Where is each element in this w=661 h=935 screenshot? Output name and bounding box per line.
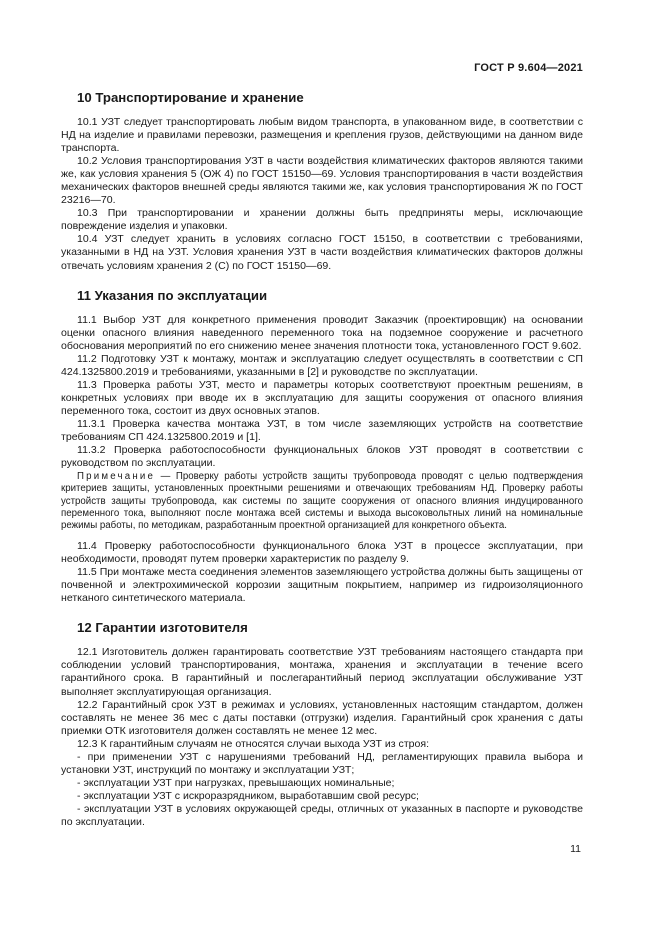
- list-item: - при применении УЗТ с нарушениями требований НД, регламентирующих правила выбора и установки УЗТ, инструкций по монтажу и эксплуатации УЗТ;: [61, 750, 583, 776]
- paragraph-10-1: 10.1 УЗТ следует транспортировать любым видом транспорта, в упакованном виде, в соответствии с НД на изделие и правилами перевозки, размещения и крепления грузов, действующими на данном виде транспорта.: [61, 116, 583, 155]
- paragraph-10-4: 10.4 УЗТ следует хранить в условиях согласно ГОСТ 15150, в соответствии с требованиями, указанными в НД на УЗТ. Условия хранения УЗТ в части воздействия климатических факторов должны отвечать условиям хранения 2 (С) по ГОСТ 15150—69.: [61, 233, 583, 272]
- section-10-heading: 10 Транспортирование и хранение: [77, 90, 304, 105]
- section-11-heading: 11 Указания по эксплуатации: [77, 287, 268, 303]
- paragraph-11-5: 11.5 При монтаже места соединения элементов заземляющего устройства должны быть защищены от почвенной и электрохимической коррозии защитным покрытием, например из гидроизоляционного нетканого синтетического материала.: [61, 566, 583, 605]
- document-body: [61, 90, 583, 829]
- paragraph-11-4: 11.4 Проверку работоспособности функционального блока УЗТ в процессе эксплуатации, при необходимости, проводят путем проверки характеристик по разделу 9.: [61, 540, 583, 566]
- paragraph-11-3: 11.3 Проверка работы УЗТ, место и параметры которых соответствуют проектным решениям, в конкретных условиях при вводе их в эксплуатацию для защиты сооружения от опасного влияния переменного тока, состоит из двух основных этапов.: [61, 378, 583, 417]
- paragraph-10-2: 10.2 Условия транспортирования УЗТ в части воздействия климатических факторов являются такими же, как условия хранения 5 (ОЖ 4) по ГОСТ 15150—69. Условия транспортирования в части воздействия механических факторов внешней среды являются такими же, как условия транспортирования Ж по ГОСТ 23216—70.: [61, 155, 583, 207]
- paragraph-12-2: 12.2 Гарантийный срок УЗТ в режимах и условиях, установленных настоящим стандартом, должен составлять не менее 36 мес с даты поставки (отгрузки) изделия. Гарантийный срок хранения с даты приемки ОТК изготовителя должен составлять не менее 12 мес.: [61, 698, 583, 737]
- section-12-heading: 12 Гарантии изготовителя: [77, 620, 248, 636]
- paragraph-12-3: 12.3 К гарантийным случаям не относятся случаи выхода УЗТ из строя:: [77, 737, 430, 750]
- note: [61, 471, 583, 532]
- list-item: - эксплуатации УЗТ с искроразрядником, выработавшим свой ресурс;: [77, 789, 419, 802]
- paragraph-11-1: 11.1 Выбор УЗТ для конкретного применения проводит Заказчик (проектировщик) на основании оценки опасного влияния наведенного переменного тока на подземное сооружение и расчетного обоснования мероприятий по его снижению менее значения плотности тока, установленного ГОСТ 9.602.: [61, 313, 583, 352]
- note-label: Примечание: [77, 471, 156, 483]
- document-code: ГОСТ Р 9.604—2021: [474, 62, 583, 74]
- list-item: - эксплуатации УЗТ в условиях окружающей среды, отличных от указанных в паспорте и руководстве по эксплуатации.: [61, 802, 583, 828]
- page-number: 11: [570, 843, 581, 855]
- list-item: - эксплуатации УЗТ при нагрузках, превышающих номинальные;: [77, 776, 395, 789]
- note-text: — Проверку работы устройств защиты трубопровода проводят с целью подтверждения критериев защиты, установленных проектными решениями и отвечающих требованиям НД. Проверку работы устройств защиты трубопровода, как системы по защите сооружения от опасного влияния индуцированного переменного тока, выполняют после монтажа всей системы и выхода высоковольтных линий на номинальные режимы работы, по методикам, разработанным проектной организацией для конкретного объекта.: [61, 471, 583, 531]
- paragraph-11-2: 11.2 Подготовку УЗТ к монтажу, монтаж и эксплуатацию следует осуществлять в соответствии с СП 424.1325800.2019 и требованиями, указанными в [2] и руководстве по эксплуатации.: [61, 352, 583, 378]
- paragraph-10-3: 10.3 При транспортировании и хранении должны быть предприняты меры, исключающие повреждение изделия и упаковки.: [61, 207, 583, 233]
- paragraph-12-1: 12.1 Изготовитель должен гарантировать соответствие УЗТ требованиям настоящего стандарта при соблюдении условий транспортирования, монтажа, хранения и эксплуатации в течение всего гарантийного срока. В гарантийный и послегарантийный период эксплуатации обслуживание УЗТ выполняет эксплуатирующая организация.: [61, 646, 583, 698]
- paragraph-11-3-2: 11.3.2 Проверка работоспособности функциональных блоков УЗТ проводят в соответствии с руководством по эксплуатации.: [61, 444, 583, 470]
- paragraph-11-3-1: 11.3.1 Проверка качества монтажа УЗТ, в том числе заземляющих устройств на соответствие требованиям СП 424.1325800.2019 и [1].: [61, 417, 583, 443]
